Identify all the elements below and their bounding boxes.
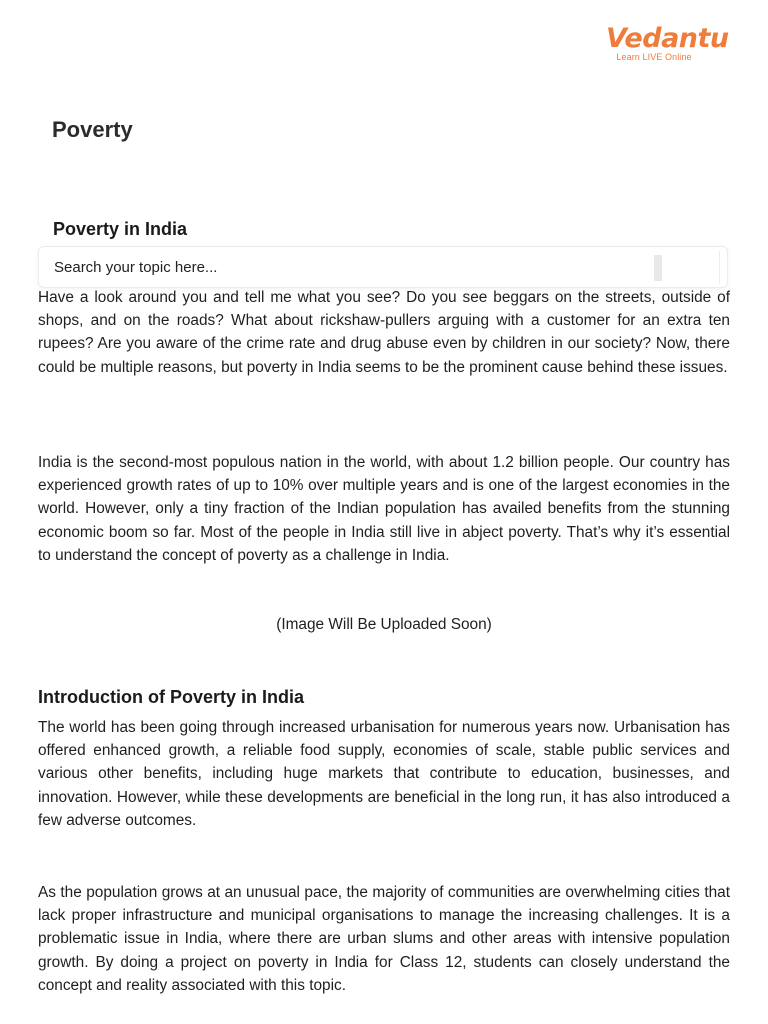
paragraph-population-growth: As the population grows at an unusual pace, the majority of communities are overwhelming cities that lack proper infrastructure and municipal organisations to manage the increasing challenges. It is a problematic issue in India, where there are urban slums and other areas with intensive population growth. By doing a project on poverty in India for Class 12, students can closely understand the concept and reality associated with this topic. — [38, 884, 730, 994]
vedantu-logo[interactable] — [606, 22, 729, 62]
search-bar — [38, 246, 728, 288]
search-edge — [719, 251, 725, 284]
paragraph-population: India is the second-most populous nation in the world, with about 1.2 billion people. Our country has experienced growth rates of up to 10% over multiple years and is one of the largest economies in the world. However, only a tiny fraction of the Indian population has availed benefits from the stunning economic boom so far. Most of the people in India still live in abject poverty. That’s why it’s essential to understand the concept of poverty as a challenge in India. — [38, 454, 730, 564]
search-input[interactable] — [39, 247, 654, 287]
logo-wordmark: Vedantu — [606, 23, 729, 54]
image-placeholder-text: (Image Will Be Uploaded Soon) — [276, 616, 492, 633]
paragraph-urbanisation: The world has been going through increased urbanisation for numerous years now. Urbanisation has offered enhanced growth, a reliable food supply, economies of scale, stable public services and various other benefits, including huge markets that contribute to education, businesses, and innovation. However, while these developments are beneficial in the long run, it has also introduced a few adverse outcomes. — [38, 719, 730, 829]
section-title: Poverty in India — [53, 219, 188, 239]
page-title: Poverty — [52, 117, 133, 142]
subheading-introduction: Introduction of Poverty in India — [38, 687, 305, 707]
logo-tagline: Learn LIVE Online — [616, 52, 692, 62]
paragraph-intro: Have a look around you and tell me what you see? Do you see beggars on the streets, outside of shops, and on the roads? What about rickshaw-pullers arguing with a customer for an extra ten rupees? Are you aware of the crime rate and drug abuse even by children in our society? Now, there could be multiple reasons, but poverty in India seems to be the prominent cause behind these issues. — [38, 289, 730, 376]
search-scrollbar[interactable] — [654, 255, 662, 281]
